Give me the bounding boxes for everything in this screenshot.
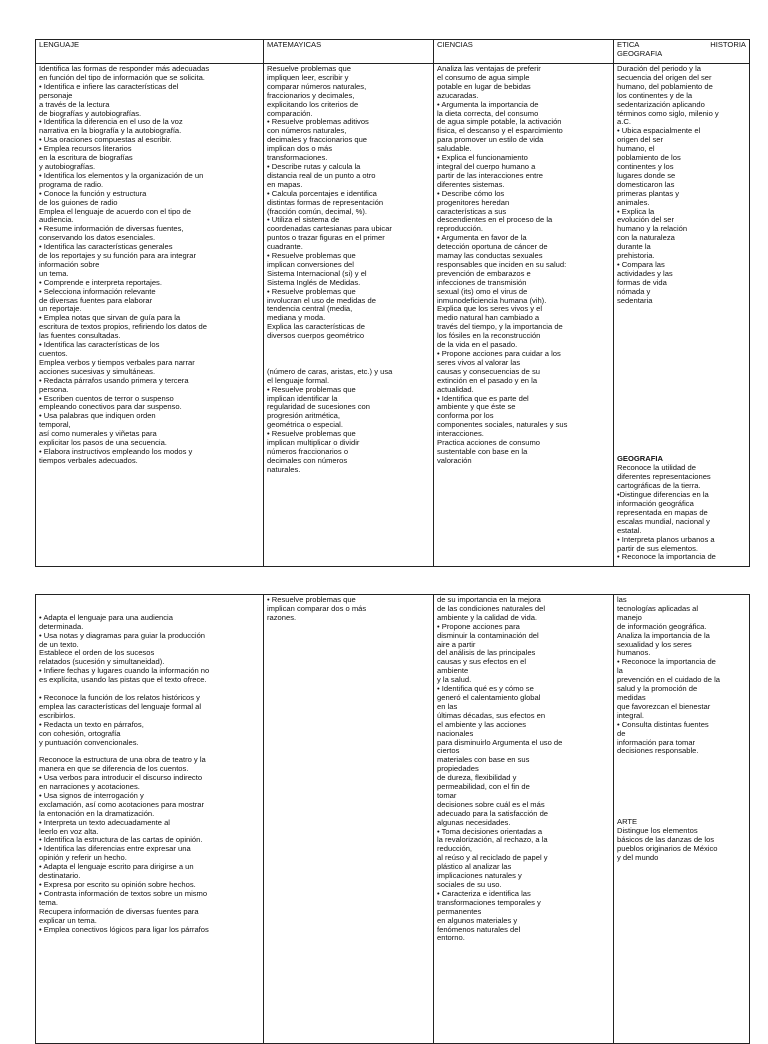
lenguaje-text-line: conservando los datos esenciales. [39, 233, 156, 243]
lenguaje-text-line: • Redacta párrafos usando primera y tercera [39, 375, 189, 385]
ciencias-text-line: actualidad. [437, 384, 474, 394]
content-row-2 [36, 595, 750, 1044]
matematicas-text-line: • Describe rutas y calcula la [267, 161, 361, 171]
ciencias-text-line: valoración [437, 455, 472, 465]
ciencias-text-line: plástico al analizar las [437, 862, 512, 872]
ciencias-text-line: • Toma decisiones orientadas a [437, 826, 543, 836]
arte-text-line: pueblos originarios de México [617, 844, 718, 854]
etica-text-line: medidas [617, 692, 646, 702]
lenguaje-text-line: Reconoce la estructura de una obra de teatro y la [39, 755, 206, 765]
etica-text-line: a.C. [617, 117, 631, 127]
ciencias-cell-2 [434, 595, 614, 1044]
etica-text-line: animales. [617, 197, 650, 207]
lenguaje-text-line: Establece el orden de los sucesos [39, 648, 155, 658]
ciencias-text-line: extinción en el pasado y en la [437, 375, 538, 385]
ciencias-text-line: • Identifica qué es y cómo se [437, 684, 534, 694]
etica-text-line: actividades y las [617, 268, 673, 278]
etica-text-line: de [617, 728, 626, 738]
matematicas-text-line: impliquen leer, escribir y [267, 72, 349, 82]
ciencias-text-line: la dieta correcta, del consumo [437, 108, 539, 118]
ciencias-text-line: componentes sociales, naturales y sus [437, 420, 568, 430]
lenguaje-text-line: de un texto. [39, 639, 79, 649]
etica-text-line: continentes y los [617, 161, 674, 171]
matematicas-text-line: Sistema Internacional (si) y el [267, 268, 367, 278]
header-lenguaje: LENGUAJE [36, 40, 264, 64]
ciencias-text-line: para promover un estilo de vida [437, 135, 544, 145]
matematicas-text-line: progresión aritmética, [267, 411, 341, 421]
lenguaje-text-line: explicar un tema. [39, 915, 97, 925]
ciencias-text-line: partir de las interacciones entre [437, 170, 543, 180]
header-ciencias: CIENCIAS [434, 40, 614, 64]
ciencias-text-line: Explica que los seres vivos y el [437, 304, 543, 314]
etica-text-line: información para tomar [617, 737, 696, 747]
lenguaje-text-line: • Usa signos de interrogación y [39, 790, 144, 800]
lenguaje-text-line: • Redacta un texto en párrafos, [39, 719, 144, 729]
geografia-text-line: escalas mundial, nacional y [617, 516, 710, 526]
lenguaje-text-line: • Resume información de diversas fuentes, [39, 224, 184, 234]
etica-text-line: prevención en el cuidado de la [617, 675, 721, 685]
ciencias-text-line: en algunos materiales y [437, 915, 518, 925]
matematicas-text-line: distintas formas de representación [267, 197, 384, 207]
lenguaje-text-line: • Identifica los elementos y la organización de un [39, 170, 204, 180]
geografia-text-line: • Reconoce la importancia de [617, 552, 716, 562]
etica-text-line: poblamiento de los [617, 153, 681, 163]
header-etica-historia-geografia [614, 40, 750, 64]
ciencias-text-line: causas y sus efectos en el [437, 657, 527, 667]
matematicas-text-line: • Utiliza el sistema de [267, 215, 340, 225]
ciencias-text-line: generó el calentamiento global [437, 692, 541, 702]
etica-text-line: secuencia del origen del ser [617, 72, 712, 82]
ciencias-text-line: física, el descanso y el esparcimiento [437, 126, 563, 136]
matematicas-text-line: • Resuelve problemas que [267, 384, 356, 394]
lenguaje-text-line: Emplea verbos y tiempos verbales para narrar [39, 357, 195, 367]
matematicas-text-line: regularidad de sucesiones con [267, 402, 371, 412]
lenguaje-text-line: empleando conectivos para dar suspenso. [39, 402, 182, 412]
etica-text-line: domesticaron las [617, 179, 675, 189]
ciencias-text-line: • Propone acciones para cuidar a los [437, 349, 561, 358]
ciencias-text-line: sociales de su uso. [437, 880, 502, 889]
etica-text-line: humano, el [617, 144, 655, 154]
ciencias-text-line: prevención de embarazos e [437, 268, 531, 278]
ciencias-text-line: reducción, [437, 844, 473, 854]
ciencias-text-line: • Caracteriza e identifica las [437, 888, 531, 898]
lenguaje-text-line: • Usa oraciones compuestas al escribir. [39, 135, 172, 145]
ciencias-text-line: de agua simple potable, la activación [437, 117, 562, 127]
ciencias-text-line: adecuado para la satisfacción de [437, 808, 549, 818]
lenguaje-text-line: • Expresa por escrito su opinión sobre hechos. [39, 880, 196, 889]
geografia-text-line: Reconoce la utilidad de [617, 463, 696, 473]
matematicas-text-line: implican conversiones del [267, 259, 354, 269]
ciencias-text-line: descendientes en el proceso de la [437, 215, 553, 225]
lenguaje-text-line: en función del tipo de información que se solicita. [39, 72, 205, 82]
ciencias-text-line: de las condiciones naturales del [437, 603, 546, 613]
ciencias-text-line: detección oportuna de cáncer de [437, 242, 548, 252]
etica-text-line: sedentarización aplicando [617, 99, 705, 109]
geografia-text-line: •Distingue diferencias en la [617, 490, 709, 500]
etica-text-line: tecnologías aplicadas al [617, 603, 699, 613]
matematicas-text-line: distancia real de un punto a otro [267, 170, 376, 180]
ciencias-text-line: sexual (its) omo el virus de [437, 286, 528, 296]
lenguaje-text-line: cuentos. [39, 349, 68, 358]
lenguaje-text-line: en narraciones y acotaciones. [39, 782, 140, 792]
matematicas-text-line: implican multiplicar o dividir [267, 438, 360, 448]
etica-text-line: salud y la promoción de [617, 684, 698, 694]
lenguaje-text-line: • Comprende e interpreta reportajes. [39, 277, 162, 287]
ciencias-text-line: través del tiempo, y la importancia de [437, 322, 563, 332]
matematicas-text-line: • Resuelve problemas que [267, 595, 356, 604]
matematicas-text-line: • Resuelve problemas que [267, 429, 356, 439]
matematicas-text-line: en mapas. [267, 179, 303, 189]
etica-text-line: evolución del ser [617, 215, 674, 225]
matematicas-text-line: el lenguaje formal. [267, 375, 330, 385]
lenguaje-text-line: un reportaje. [39, 304, 82, 314]
lenguaje-text-line: de los guiones de radio [39, 197, 118, 207]
lenguaje-text-line: las fuentes consultadas. [39, 331, 121, 341]
matematicas-text-line: mediana y moda. [267, 313, 326, 323]
matematicas-text-line: fraccionarios y decimales, [267, 90, 355, 100]
lenguaje-text-line: escribirlos. [39, 710, 76, 720]
matematicas-text-line: diversos cuerpos geométrico [267, 331, 365, 341]
ciencias-text-line: seres vivos al valorar las [437, 357, 521, 367]
matematicas-text-line: explicitando los criterios de [267, 99, 359, 109]
lenguaje-text-line: • Infiere fechas y lugares cuando la información no [39, 666, 210, 676]
matematicas-text-line: geométrica o especial. [267, 420, 343, 430]
lenguaje-text-line: • Usa palabras que indiquen orden [39, 411, 156, 421]
matematicas-text-line: • Resuelve problemas que [267, 286, 356, 296]
ciencias-text-line: ambiente [437, 666, 469, 676]
ciencias-cell [434, 64, 614, 567]
matematicas-text-line: Sistema Inglés de Medidas. [267, 277, 361, 287]
ciencias-text-line: del análisis de las principales [437, 648, 536, 658]
etica-text-line: origen del ser [617, 135, 664, 145]
ciencias-text-line: saludable. [437, 144, 472, 154]
lenguaje-text-line: • Identifica la estructura de las cartas de opinión. [39, 835, 203, 845]
lenguaje-text-line: un tema. [39, 268, 69, 278]
ciencias-text-line: de su importancia en la mejora [437, 595, 541, 604]
header-row [36, 40, 750, 64]
ciencias-text-line: materiales con base en sus [437, 755, 530, 765]
header-etica: ETICA [617, 40, 640, 49]
ciencias-text-line: reproducción. [437, 224, 484, 234]
lenguaje-text-line: de diversas fuentes para elaborar [39, 295, 153, 305]
lenguaje-text-line: • Identifica la diferencia en el uso de la voz [39, 117, 183, 127]
etica-text-line: Duración del periodo y la [617, 64, 702, 73]
lenguaje-text-line: en la escritura de biografías [39, 153, 133, 163]
matematicas-text-line: Resuelve problemas que [267, 64, 352, 73]
ciencias-text-line: • Propone acciones para [437, 621, 520, 631]
ciencias-text-line: ambiente y la calidad de vida. [437, 612, 538, 622]
ciencias-text-line: • Describe cómo los [437, 188, 505, 198]
etica-text-line: • Explica la [617, 206, 655, 216]
etica-text-line: decisiones responsable. [617, 746, 699, 756]
header-historia: HISTORIA [710, 40, 746, 49]
etica-text-line: • Ubica espacialmente el [617, 126, 701, 136]
matematicas-text-line: números fraccionarios o [267, 446, 349, 456]
matematicas-text-line: naturales. [267, 464, 301, 474]
ciencias-text-line: el consumo de agua simple [437, 72, 530, 82]
etica-text-line: Analiza la importancia de la [617, 630, 710, 640]
lenguaje-text-line: acciones sucesivas y simultáneas. [39, 366, 156, 376]
matematicas-text-line: comparar números naturales, [267, 81, 367, 91]
lenguaje-text-line: tiempos verbales adecuados. [39, 455, 138, 465]
ciencias-text-line: causas y consecuencias de su [437, 366, 540, 376]
matematicas-text-line: decimales y fraccionarios que [267, 135, 368, 145]
matematicas-text-line: • Resuelve problemas que [267, 251, 356, 261]
etica-text-line: nómada y [617, 286, 651, 296]
lenguaje-text-line: • Identifica las características generales [39, 242, 173, 252]
lenguaje-text-line: • Contrasta información de textos sobre un mismo [39, 888, 208, 898]
matematicas-cell [264, 64, 434, 567]
lenguaje-text-line: • Selecciona información relevante [39, 286, 156, 296]
etica-text-line: sexualidad y los seres [617, 639, 692, 649]
lenguaje-text-line: escritura de textos propios, refiriendo los datos de [39, 322, 207, 332]
etica-text-line: integral. [617, 710, 645, 720]
geografia-text-line: representada en mapas de [617, 507, 708, 517]
competencies-table-2 [35, 594, 750, 1044]
geografia-text-line: información geográfica [617, 499, 694, 508]
etica-text-line: términos como siglo, milenio y [617, 108, 719, 118]
arte-heading: ARTE [617, 817, 638, 827]
etica-text-line: durante la [617, 242, 651, 252]
ciencias-text-line: ciertos [437, 746, 460, 756]
lenguaje-text-line: a través de la lectura [39, 99, 110, 109]
ciencias-text-line: diferentes sistemas. [437, 179, 505, 189]
lenguaje-text-line: Identifica las formas de responder más adecuadas [39, 64, 210, 73]
matematicas-text-line [267, 341, 430, 350]
lenguaje-text-line: destinatario. [39, 871, 81, 881]
ciencias-text-line: ambiente y que éste se [437, 402, 516, 412]
etica-text-line: manejo [617, 612, 642, 622]
ciencias-text-line: responsables que inciden en su salud: [437, 259, 567, 269]
lenguaje-text-line: • Reconoce la función de los relatos históricos y [39, 692, 200, 702]
etica-text-line: • Consulta distintas fuentes [617, 719, 709, 729]
lenguaje-text-line: • Identifica e infiere las características del [39, 81, 179, 91]
lenguaje-text-line: • Interpreta un texto adecuadamente al [39, 817, 170, 827]
lenguaje-text-line: tema. [39, 897, 58, 907]
header-matematicas: MATEMAYICAS [264, 40, 434, 64]
lenguaje-text-line: leerlo en voz alta. [39, 826, 99, 836]
lenguaje-text-line: programa de radio. [39, 179, 104, 189]
lenguaje-text-line: • Emplea conectivos lógicos para ligar los párrafos [39, 924, 209, 934]
lenguaje-cell [36, 64, 264, 567]
etica-text-line: de información geográfica. [617, 621, 707, 631]
ciencias-text-line: propiedades [437, 764, 479, 774]
ciencias-text-line: mamay las conductas sexuales [437, 251, 543, 261]
lenguaje-text-line: determinada. [39, 621, 84, 631]
matematicas-text-line: implican comparar dos o más [267, 603, 367, 613]
lenguaje-text-line: de biografías y autobiografías. [39, 108, 142, 118]
matematicas-text-line: con números naturales, [267, 126, 347, 136]
ciencias-text-line: potable en lugar de bebidas [437, 81, 531, 91]
ciencias-text-line: • Identifica que es parte del [437, 393, 529, 403]
geografia-text-line: diferentes representaciones [617, 472, 711, 482]
lenguaje-text-line: audiencia. [39, 215, 74, 225]
lenguaje-text-line: • Conoce la función y estructura [39, 188, 147, 198]
ciencias-text-line: algunas necesidades. [437, 817, 511, 827]
ciencias-text-line: entorno. [437, 933, 465, 943]
etica-text-line: prehistoria. [617, 251, 655, 261]
ciencias-text-line: la revalorización, al rechazo, a la [437, 835, 548, 845]
ciencias-text-line: progenitores heredan [437, 197, 510, 207]
matematicas-text-line: transformaciones. [267, 153, 328, 163]
ciencias-text-line: integral del cuerpo humano a [437, 161, 536, 171]
lenguaje-text-line: opinión y referir un hecho. [39, 853, 127, 863]
lenguaje-text-line: así como numerales y viñetas para [39, 429, 157, 439]
lenguaje-cell-2 [36, 595, 264, 1044]
matematicas-text-line: puntos o trazar figuras en el primer [267, 233, 385, 243]
lenguaje-text-line: con cohesión, ortografía [39, 728, 121, 738]
lenguaje-text-line: es explícita, usando las pistas que el texto ofrece. [39, 675, 207, 685]
lenguaje-text-line: • Usa verbos para introducir el discurso indirecto [39, 773, 203, 783]
ciencias-text-line: sustentable con base en la [437, 446, 528, 456]
matematicas-cell-2 [264, 595, 434, 1044]
matematicas-text-line: cuadrante. [267, 242, 303, 252]
lenguaje-text-line: relatados (sucesión y simultaneidad). [39, 657, 165, 667]
lenguaje-text-line: y puntuación convencionales. [39, 737, 139, 747]
etica-cell [614, 64, 750, 567]
matematicas-text-line: decimales con números [267, 455, 348, 465]
etica-text-line: humanos. [617, 648, 651, 658]
etica-text-line: los continentes y de la [617, 90, 693, 100]
matematicas-text-line: razones. [267, 612, 297, 622]
geografia-text-line: estatal. [617, 525, 642, 535]
ciencias-text-line: Analiza las ventajas de preferir [437, 64, 541, 73]
competencies-table-1 [35, 39, 750, 567]
ciencias-text-line: aire a partir [437, 639, 476, 649]
ciencias-text-line: • Explica el funcionamiento [437, 153, 528, 163]
lenguaje-text-line: • Emplea recursos literarios [39, 144, 132, 154]
matematicas-text-line: • Resuelve problemas aditivos [267, 117, 369, 127]
geografia-text-line: partir de sus elementos. [617, 543, 699, 553]
matematicas-text-line [267, 350, 430, 359]
lenguaje-text-line: personaje [39, 90, 73, 100]
etica-text-line: humano, del poblamiento de [617, 81, 713, 91]
header-geografia: GEOGRAFIA [617, 48, 663, 58]
lenguaje-text-line: la entonación en la dramatización. [39, 808, 155, 818]
matematicas-text-line: tendencia central (media, [267, 304, 353, 314]
matematicas-text-line: implican identificar la [267, 393, 338, 403]
lenguaje-text-line: • Adapta el lenguaje para una audiencia [39, 612, 173, 622]
arte-text-line: Distingue los elementos [617, 826, 698, 836]
ciencias-text-line: de dureza, flexibilidad y [437, 773, 517, 783]
lenguaje-text-line: • Identifica las características de los [39, 340, 160, 350]
lenguaje-text-line: • Emplea notas que sirvan de guía para la [39, 313, 181, 323]
lenguaje-text-line: narrativa en la biografía y la autobiografía. [39, 126, 182, 136]
ciencias-text-line: interacciones. [437, 429, 484, 439]
lenguaje-text-line [39, 596, 260, 605]
lenguaje-text-line: temporal, [39, 420, 71, 430]
lenguaje-text-line: • Escriben cuentos de terror o suspenso [39, 393, 174, 403]
lenguaje-text-line: información sobre [39, 259, 100, 269]
lenguaje-text-line: • Usa notas y diagramas para guiar la producción [39, 630, 206, 640]
ciencias-text-line: infecciones de transmisión [437, 277, 527, 287]
ciencias-text-line: de la vida en el pasado. [437, 340, 518, 350]
ciencias-text-line: tomar [437, 790, 457, 800]
ciencias-text-line: el ambiente y las acciones [437, 719, 527, 729]
ciencias-text-line: últimas décadas, sus efectos en [437, 710, 546, 720]
matematicas-text-line: involucran el uso de medidas de [267, 295, 376, 305]
ciencias-text-line: implicaciones naturales y [437, 871, 522, 881]
arte-text-line: y del mundo [617, 852, 659, 862]
lenguaje-text-line: Emplea el lenguaje de acuerdo con el tipo de [39, 206, 191, 216]
matematicas-text-line: (número de caras, aristas, etc.) y usa [267, 366, 393, 376]
ciencias-text-line: conforma por los [437, 411, 494, 421]
ciencias-text-line: nacionales [437, 728, 474, 738]
ciencias-text-line: azucaradas. [437, 90, 479, 100]
ciencias-text-line: transformaciones temporales y [437, 897, 541, 907]
geografia-text-line: cartográficas de la tierra. [617, 481, 701, 491]
geografia-heading: GEOGRAFIA [617, 454, 663, 464]
ciencias-text-line: en las [437, 701, 458, 711]
lenguaje-text-line: persona. [39, 384, 69, 394]
lenguaje-text-line: de los reportajes y su función para ara integrar [39, 251, 197, 261]
matematicas-text-line: • Calcula porcentajes e identifica [267, 188, 377, 198]
ciencias-text-line: disminuir la contaminación del [437, 630, 539, 640]
matematicas-text-line: coordenadas cartesianas para ubicar [267, 224, 392, 234]
ciencias-text-line: características a sus [437, 206, 507, 216]
ciencias-text-line: permanentes [437, 906, 482, 916]
etica-text-line: con la naturaleza [617, 233, 675, 243]
matematicas-text-line: implican dos o más [267, 144, 332, 154]
lenguaje-text-line: exclamación, así como acotaciones para mostrar [39, 799, 205, 809]
etica-text-line: • Reconoce la importancia de [617, 657, 716, 667]
etica-text-line: sedentaria [617, 295, 653, 305]
geografia-text-line: • Interpreta planos urbanos a [617, 534, 715, 544]
ciencias-text-line: medio natural han cambiado a [437, 313, 540, 323]
ciencias-text-line: • Argumenta en favor de la [437, 233, 527, 243]
ciencias-text-line: para disminuirlo Argumenta el uso de [437, 737, 563, 747]
ciencias-text-line: fenómenos naturales del [437, 924, 521, 934]
etica-text-line: • Compara las [617, 259, 665, 269]
matematicas-text-line: Explica las características de [267, 322, 365, 332]
arte-text-line: básicos de las danzas de los [617, 835, 715, 845]
content-row [36, 64, 750, 567]
etica-text-line: que favorezcan el bienestar [617, 701, 711, 711]
lenguaje-text-line: • Elabora instructivos empleando los modos y [39, 446, 193, 456]
etica-text-line: las [617, 595, 627, 604]
lenguaje-text-line: emplea las características del lenguaje formal al [39, 701, 202, 711]
lenguaje-text-line: Recupera información de diversas fuentes para [39, 906, 199, 916]
ciencias-text-line: permeabilidad, con el fin de [437, 782, 530, 792]
matematicas-text-line: comparación. [267, 108, 313, 118]
lenguaje-text-line: • Adapta el lenguaje escrito para dirigirse a un [39, 862, 194, 872]
ciencias-text-line: y la salud. [437, 675, 472, 685]
lenguaje-text-line: explicitar los pasos de una secuencia. [39, 438, 167, 448]
etica-text-line: la [617, 666, 623, 676]
etica-cell-2 [614, 595, 750, 1044]
etica-text-line: humano y la relación [617, 224, 688, 234]
etica-text-line: lugares donde se [617, 170, 676, 180]
lenguaje-text-line: manera en que se diferencia de los cuentos. [39, 764, 189, 774]
ciencias-text-line: Practica acciones de consumo [437, 438, 540, 448]
matematicas-text-line: (fracción común, decimal, %). [267, 206, 368, 216]
ciencias-text-line: inmunodeficiencia humana (vih). [437, 295, 547, 305]
ciencias-text-line: decisiones sobre cuál es el más [437, 799, 545, 809]
lenguaje-text-line: • Identifica las diferencias entre expresar una [39, 844, 191, 854]
lenguaje-text-line: y autobiografías. [39, 161, 96, 171]
ciencias-text-line: los fósiles en la reconstrucción [437, 331, 541, 341]
etica-text-line: primeras plantas y [617, 188, 680, 198]
etica-text-line: formas de vida [617, 277, 667, 287]
ciencias-text-line: al reúso y al reciclado de papel y [437, 853, 548, 863]
ciencias-text-line: • Argumenta la importancia de [437, 99, 539, 109]
